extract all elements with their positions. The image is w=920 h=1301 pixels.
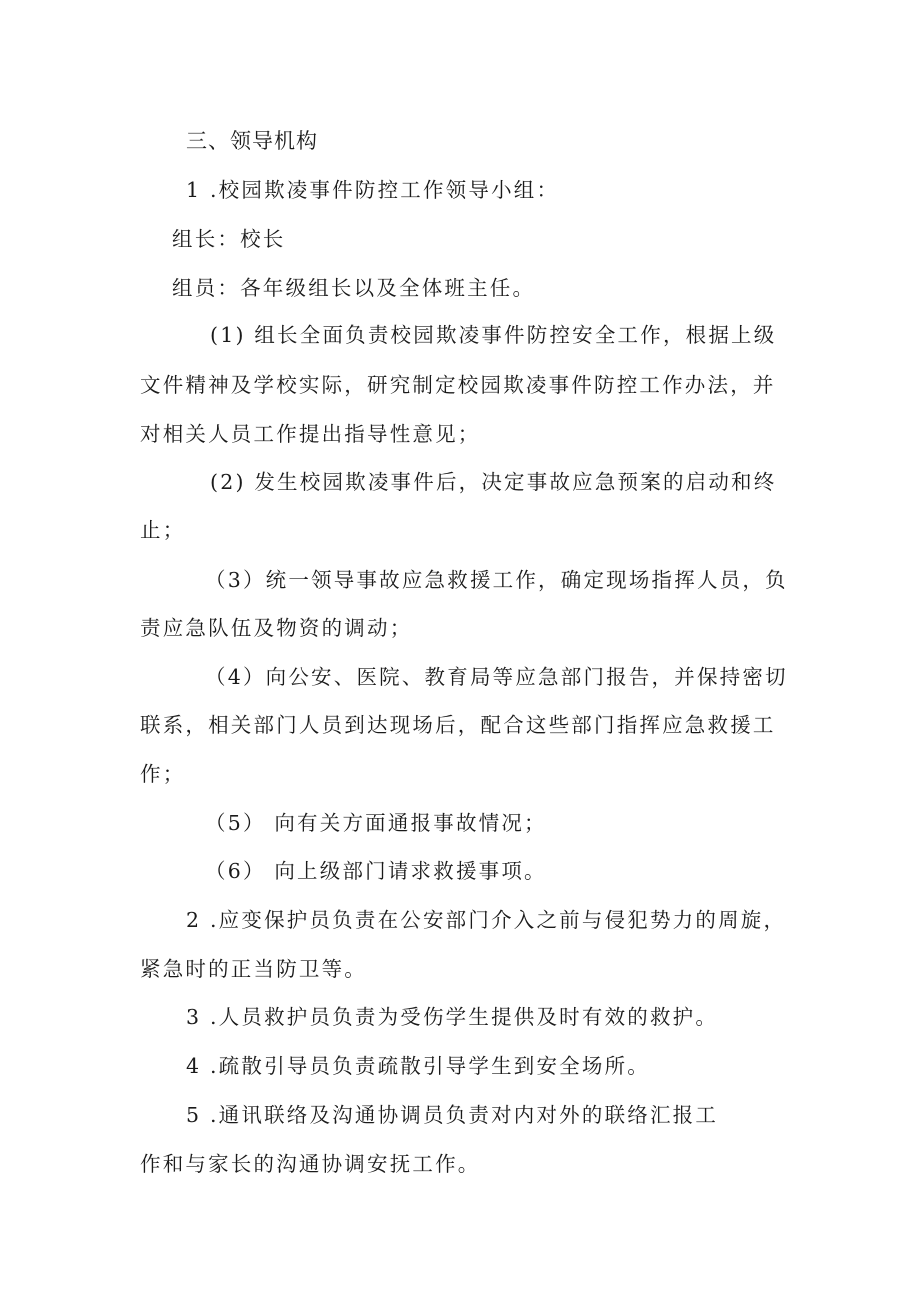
duty-3-line-2: 责应急队伍及物资的调动； — [140, 616, 413, 640]
duty-4-line-3: 作； — [140, 762, 186, 786]
item-2-line-1: 2 .应变保护员负责在公安部门介入之前与侵犯势力的周旋， — [186, 908, 787, 932]
duty-4-line-2: 联系，相关部门人员到达现场后，配合这些部门指挥应急救援工 — [140, 713, 776, 737]
duty-3-line-1: （3）统一领导事故应急救援工作，确定现场指挥人员，负 — [205, 568, 788, 592]
item-3-line: 3 .人员救护员负责为受伤学生提供及时有效的救护。 — [186, 1005, 719, 1029]
duty-4-line-1: （4）向公安、医院、教育局等应急部门报告，并保持密切 — [205, 665, 788, 689]
duty-1-line-1: (1) 组长全面负责校园欺凌事件防控安全工作，根据上级 — [210, 323, 777, 347]
item-4-line: 4 .疏散引导员负责疏散引导学生到安全场所。 — [186, 1054, 650, 1078]
duty-2-line-2: 止； — [140, 518, 186, 542]
members-line: 组员：各年级组长以及全体班主任。 — [172, 276, 536, 300]
duty-5-line: （5） 向有关方面通报事故情况； — [205, 811, 547, 835]
duty-1-line-3: 对相关人员工作提出指导性意见； — [140, 422, 481, 446]
leader-line: 组长：校长 — [172, 227, 286, 251]
duty-1-line-2: 文件精神及学校实际，研究制定校园欺凌事件防控工作办法，并 — [140, 373, 776, 397]
duty-6-line: （6） 向上级部门请求救援事项。 — [205, 859, 547, 883]
item-1-title: 1 .校园欺凌事件防控工作领导小组： — [186, 178, 560, 202]
item-5-line-2: 作和与家长的沟通协调安抚工作。 — [140, 1152, 481, 1176]
item-2-line-2: 紧急时的正当防卫等。 — [140, 957, 367, 981]
section-heading: 三、领导机构 — [186, 129, 318, 153]
item-5-line-1: 5 .通讯联络及沟通协调员负责对内对外的联络汇报工 — [186, 1103, 719, 1127]
duty-2-line-1: (2) 发生校园欺凌事件后，决定事故应急预案的启动和终 — [210, 470, 777, 494]
